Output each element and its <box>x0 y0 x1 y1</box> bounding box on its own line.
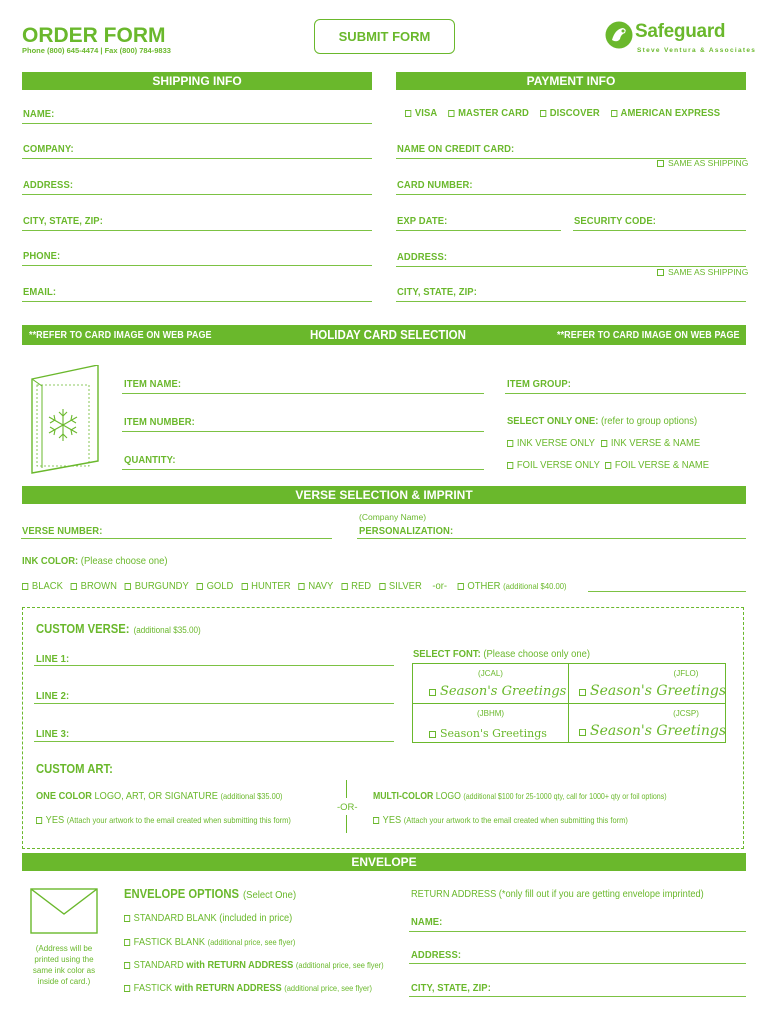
art-divider-bottom <box>346 815 347 833</box>
phone-number: (800) 645-4474 <box>47 46 99 55</box>
checkbox-icon[interactable] <box>124 985 130 992</box>
shipping-email-field[interactable] <box>22 301 372 302</box>
shipping-phone-field[interactable] <box>22 265 372 266</box>
custom-verse-title: CUSTOM VERSE: <box>36 622 130 636</box>
line-1-label: LINE 1: <box>36 653 70 665</box>
shipping-phone-label: PHONE: <box>23 250 61 262</box>
checkbox-icon[interactable] <box>125 583 131 590</box>
envelope-option-standard-blank[interactable]: STANDARD BLANK (included in price) <box>124 912 292 924</box>
line-3-label: LINE 3: <box>36 728 70 740</box>
multi-color-bold: MULTI-COLOR <box>373 790 434 802</box>
card-number-field[interactable] <box>396 194 746 195</box>
contact-info <box>22 46 171 55</box>
exp-date-field[interactable] <box>396 230 561 231</box>
checkbox-icon[interactable] <box>657 160 664 167</box>
envelope-header: ENVELOPE <box>22 853 746 871</box>
quantity-label: QUANTITY: <box>124 454 176 466</box>
checkbox-icon[interactable] <box>241 583 247 590</box>
checkbox-icon[interactable] <box>507 462 513 469</box>
brand-logo <box>604 20 757 60</box>
card-amex[interactable]: AMERICAN EXPRESS <box>611 107 721 119</box>
verse-number-label: VERSE NUMBER: <box>22 525 103 537</box>
font-code-jcsp: (JCSP) <box>673 709 699 718</box>
select-font-note: (Please choose only one) <box>483 648 591 660</box>
art-divider-top <box>346 780 347 798</box>
multi-color-yes[interactable]: YES (Attach your artwork to the email created when submitting this form) <box>373 814 628 826</box>
font-code-jflo: (JFLO) <box>673 669 699 678</box>
same-as-shipping-2[interactable]: SAME AS SHIPPING <box>657 267 748 277</box>
checkbox-icon[interactable] <box>71 583 77 590</box>
exp-date-label: EXP DATE: <box>397 215 448 227</box>
custom-art-title: CUSTOM ART: <box>36 762 113 776</box>
checkbox-icon[interactable] <box>405 110 411 117</box>
return-address-note: (*only fill out if you are getting envelope imprinted) <box>498 888 704 900</box>
item-number-field[interactable] <box>122 431 484 432</box>
fax-label: Fax <box>104 46 118 55</box>
refer-note-right: **REFER TO CARD IMAGE ON WEB PAGE <box>557 330 740 341</box>
shipping-address-field[interactable] <box>22 194 372 195</box>
item-name-label: ITEM NAME: <box>124 378 182 390</box>
page-title: ORDER FORM <box>22 24 166 47</box>
checkbox-icon[interactable] <box>429 731 436 738</box>
select-only-one <box>507 415 697 427</box>
checkbox-icon[interactable] <box>373 817 379 824</box>
checkbox-icon[interactable] <box>22 583 28 590</box>
quantity-field[interactable] <box>122 469 484 470</box>
envelope-option-standard-return[interactable]: STANDARD with RETURN ADDRESS (additional price, see flyer) <box>124 959 384 971</box>
shipping-email-label: EMAIL: <box>23 286 57 298</box>
shipping-name-label: NAME: <box>23 108 55 120</box>
checkbox-icon[interactable] <box>579 689 586 696</box>
return-city-field[interactable] <box>409 996 746 997</box>
or-text: -or- <box>432 580 448 592</box>
option-ink-verse-only[interactable]: INK VERSE ONLY <box>507 437 595 449</box>
option-ink-verse-name[interactable]: INK VERSE & NAME <box>601 437 700 449</box>
envelope-options-title: ENVELOPE OPTIONS <box>124 887 240 901</box>
color-gold[interactable]: GOLD <box>197 580 234 592</box>
refer-note-left: **REFER TO CARD IMAGE ON WEB PAGE <box>29 330 212 341</box>
color-other[interactable]: OTHER (additional $40.00) <box>458 580 567 592</box>
checkbox-icon[interactable] <box>605 462 611 469</box>
checkbox-icon[interactable] <box>298 583 304 590</box>
envelope-option-fastick-blank[interactable]: FASTICK BLANK (additional price, see flyer) <box>124 936 295 948</box>
checkbox-icon[interactable] <box>579 729 586 736</box>
item-group-field[interactable] <box>505 393 746 394</box>
holiday-title: HOLIDAY CARD SELECTION <box>310 328 466 342</box>
card-mastercard[interactable]: MASTER CARD <box>448 107 529 119</box>
verse-number-field[interactable] <box>21 538 332 539</box>
return-address-field[interactable] <box>409 963 746 964</box>
line-2-field[interactable] <box>34 703 394 704</box>
checkbox-icon[interactable] <box>611 110 617 117</box>
font-code-jcal: (JCAL) <box>478 669 503 678</box>
return-address-heading <box>411 888 704 900</box>
multi-color-note: (additional $100 for 25-1000 qty, call for 1000+ qty or foil options) <box>463 791 667 801</box>
multi-color-rest: LOGO <box>435 790 461 802</box>
select-font-heading <box>413 648 590 660</box>
card-snowflake-icon <box>28 365 103 475</box>
card-type-options <box>405 107 720 119</box>
line-3-field[interactable] <box>34 741 394 742</box>
same-as-shipping-1[interactable]: SAME AS SHIPPING <box>657 158 748 168</box>
font-sample-jbhm: Season's Greetings <box>429 724 547 742</box>
return-name-field[interactable] <box>409 931 746 932</box>
checkbox-icon[interactable] <box>197 583 203 590</box>
checkbox-icon[interactable] <box>124 962 130 969</box>
checkbox-icon[interactable] <box>507 440 513 447</box>
return-city-label: CITY, STATE, ZIP: <box>411 982 491 994</box>
color-burgundy[interactable]: BURGUNDY <box>125 580 189 592</box>
shipping-city-field[interactable] <box>22 230 372 231</box>
checkbox-icon[interactable] <box>379 583 385 590</box>
color-silver[interactable]: SILVER <box>379 580 422 592</box>
checkbox-icon[interactable] <box>124 939 130 946</box>
phone-label: Phone <box>22 46 45 55</box>
payment-info-header: PAYMENT INFO <box>396 72 746 90</box>
font-sample-jcal: Season's Greetings <box>429 682 566 700</box>
card-visa[interactable]: VISA <box>405 107 437 119</box>
font-grid <box>412 663 726 743</box>
brand-name: Safeguard <box>635 21 726 42</box>
select-only-one-label: SELECT ONLY ONE: <box>507 415 599 427</box>
payment-city-label: CITY, STATE, ZIP: <box>397 286 477 298</box>
checkbox-icon[interactable] <box>36 817 42 824</box>
ink-color-heading <box>22 555 167 567</box>
envelope-address-note: (Address will be printed using the same ink color as inside of card.) <box>32 944 96 986</box>
checkbox-icon[interactable] <box>124 915 130 922</box>
font-option-jcal[interactable] <box>413 664 568 703</box>
checkbox-icon[interactable] <box>341 583 347 590</box>
checkbox-icon[interactable] <box>458 583 464 590</box>
shipping-company-label: COMPANY: <box>23 143 74 155</box>
art-or-text: -OR- <box>337 802 358 813</box>
envelope-image <box>30 888 98 939</box>
envelope-option-fastick-return[interactable]: FASTICK with RETURN ADDRESS (additional price, see flyer) <box>124 982 372 994</box>
checkbox-icon[interactable] <box>448 110 454 117</box>
fax-number: (800) 784-9833 <box>119 46 171 55</box>
font-option-jflo[interactable] <box>569 664 725 703</box>
custom-verse-note: (additional $35.00) <box>133 625 201 635</box>
shipping-info-header: SHIPPING INFO <box>22 72 372 90</box>
payment-address-label: ADDRESS: <box>397 251 448 263</box>
checkbox-icon[interactable] <box>540 110 546 117</box>
select-font-label: SELECT FONT: <box>413 648 481 660</box>
return-name-label: NAME: <box>411 916 443 928</box>
option-foil-verse-name[interactable]: FOIL VERSE & NAME <box>605 459 709 471</box>
font-option-jcsp[interactable] <box>569 704 725 743</box>
item-group-label: ITEM GROUP: <box>507 378 571 390</box>
shipping-company-field[interactable] <box>22 158 372 159</box>
one-color-note: (additional $35.00) <box>220 791 283 801</box>
multi-color-option <box>373 790 667 802</box>
brand-tagline: Steve Ventura & Associates <box>637 47 757 54</box>
return-address-field-label: ADDRESS: <box>411 949 462 961</box>
font-sample-jcsp: Season's Greetings <box>579 722 726 740</box>
envelope-options-note: (Select One) <box>243 889 297 901</box>
payment-city-field[interactable] <box>396 301 746 302</box>
personalization-label: PERSONALIZATION: <box>359 525 454 537</box>
color-red[interactable]: RED <box>341 580 371 592</box>
font-option-jbhm[interactable] <box>413 704 568 743</box>
shipping-name-field[interactable] <box>22 123 372 124</box>
security-code-field[interactable] <box>573 230 746 231</box>
one-color-rest: LOGO, ART, OR SIGNATURE <box>94 790 218 802</box>
one-color-bold: ONE COLOR <box>36 790 92 802</box>
card-number-label: CARD NUMBER: <box>397 179 473 191</box>
security-code-label: SECURITY CODE: <box>574 215 656 227</box>
envelope-options-heading <box>124 885 296 903</box>
select-only-one-note: (refer to group options) <box>601 415 698 427</box>
return-address-label: RETURN ADDRESS <box>411 888 497 900</box>
checkbox-icon[interactable] <box>601 440 607 447</box>
checkbox-icon[interactable] <box>429 689 436 696</box>
card-discover[interactable]: DISCOVER <box>540 107 600 119</box>
item-name-field[interactable] <box>122 393 484 394</box>
checkbox-icon[interactable] <box>657 269 664 276</box>
ink-color-options <box>22 580 567 592</box>
contact-separator: | <box>100 46 105 55</box>
safeguard-logo-icon <box>604 20 634 50</box>
envelope-icon <box>30 888 98 934</box>
one-color-yes[interactable]: YES (Attach your artwork to the email created when submitting this form) <box>36 814 291 826</box>
ink-color-note: (Please choose one) <box>80 555 168 567</box>
verse-section-header: VERSE SELECTION & IMPRINT <box>22 486 746 504</box>
font-code-jbhm: (JBHM) <box>476 709 505 718</box>
option-foil-verse-only[interactable]: FOIL VERSE ONLY <box>507 459 600 471</box>
shipping-address-label: ADDRESS: <box>23 179 74 191</box>
name-on-card-label: NAME ON CREDIT CARD: <box>397 143 515 155</box>
font-sample-jflo: Season's Greetings <box>579 682 726 700</box>
holiday-card-image <box>28 365 103 475</box>
item-number-label: ITEM NUMBER: <box>124 416 195 428</box>
color-brown[interactable]: BROWN <box>71 580 117 592</box>
company-name-note: (Company Name) <box>359 512 427 522</box>
color-navy[interactable]: NAVY <box>298 580 333 592</box>
other-color-field[interactable] <box>588 591 746 592</box>
ink-color-label: INK COLOR: <box>22 555 79 567</box>
personalization-field[interactable] <box>357 538 746 539</box>
line-2-label: LINE 2: <box>36 690 70 702</box>
one-color-option <box>36 790 282 802</box>
submit-button[interactable]: SUBMIT FORM <box>314 19 455 54</box>
color-hunter[interactable]: HUNTER <box>241 580 290 592</box>
line-1-field[interactable] <box>34 665 394 666</box>
color-black[interactable]: BLACK <box>22 580 63 592</box>
custom-verse-heading <box>36 620 201 638</box>
shipping-city-label: CITY, STATE, ZIP: <box>23 215 103 227</box>
